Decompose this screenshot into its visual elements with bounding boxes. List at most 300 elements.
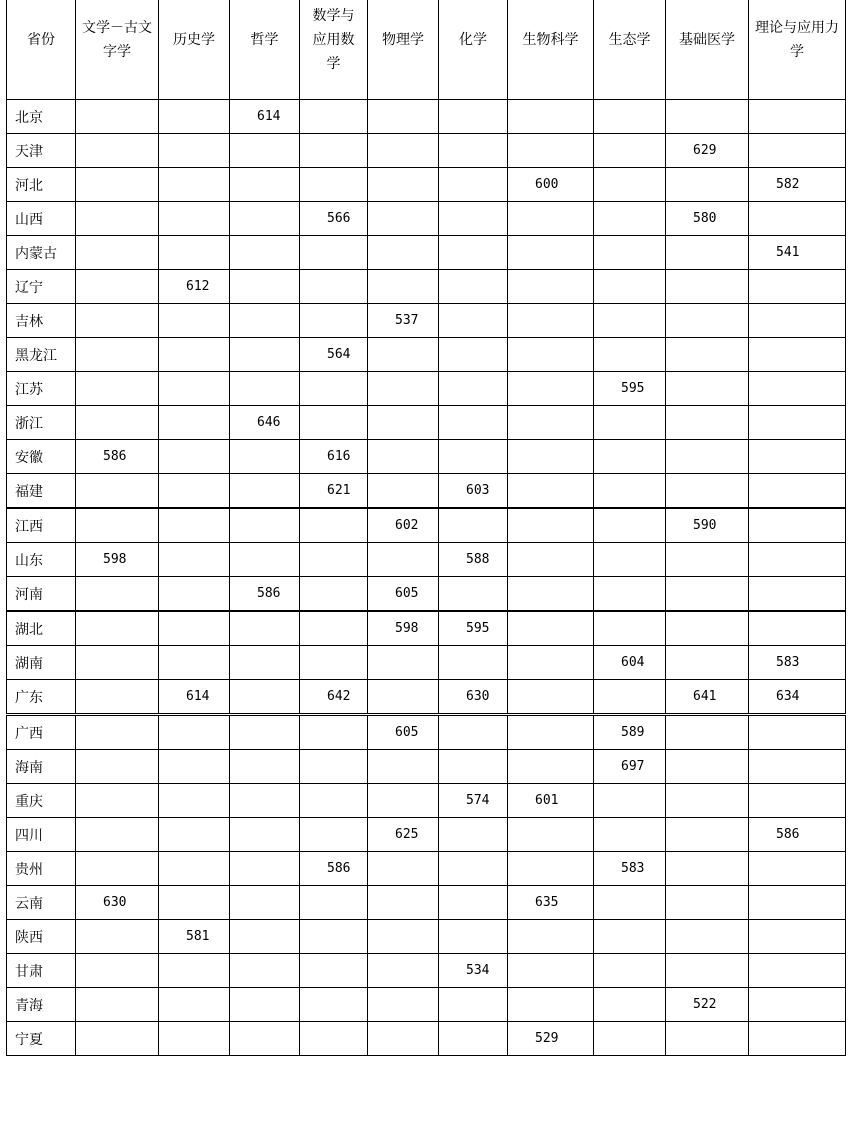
score-cell — [368, 168, 439, 202]
score-cell: 580 — [666, 202, 749, 236]
score-cell — [749, 508, 846, 543]
score-cell — [439, 202, 508, 236]
score-cell: 621 — [300, 474, 368, 509]
score-cell: 601 — [508, 784, 594, 818]
table-row — [7, 818, 846, 852]
score-cell — [439, 818, 508, 852]
province-cell: 广西 — [7, 715, 76, 750]
score-cell: 537 — [368, 304, 439, 338]
score-cell: 634 — [749, 680, 846, 715]
table-body — [7, 100, 846, 1056]
header-cell: 化学 — [439, 0, 508, 100]
score-cell — [508, 715, 594, 750]
score-cell: 614 — [159, 680, 230, 715]
province-cell: 湖南 — [7, 646, 76, 680]
table-row — [7, 270, 846, 304]
score-cell: 625 — [368, 818, 439, 852]
score-cell — [666, 920, 749, 954]
header-cell: 物理学 — [368, 0, 439, 100]
score-cell — [594, 440, 666, 474]
score-cell — [300, 543, 368, 577]
score-cell — [749, 1022, 846, 1056]
score-cell — [666, 270, 749, 304]
score-cell — [439, 715, 508, 750]
score-cell — [76, 852, 159, 886]
score-cell — [76, 100, 159, 134]
score-cell: 586 — [300, 852, 368, 886]
score-cell — [508, 406, 594, 440]
province-cell: 甘肃 — [7, 954, 76, 988]
score-cell — [76, 236, 159, 270]
table-row — [7, 236, 846, 270]
score-cell — [666, 852, 749, 886]
score-cell — [76, 750, 159, 784]
score-cell — [508, 236, 594, 270]
province-cell: 湖北 — [7, 611, 76, 646]
score-cell — [749, 304, 846, 338]
score-cell — [666, 406, 749, 440]
score-cell — [300, 646, 368, 680]
score-cell — [368, 474, 439, 509]
score-cell — [508, 270, 594, 304]
score-cell — [749, 134, 846, 168]
score-cell — [368, 406, 439, 440]
province-cell: 河南 — [7, 577, 76, 612]
score-cell: 586 — [230, 577, 300, 612]
score-cell — [439, 134, 508, 168]
score-cell: 635 — [508, 886, 594, 920]
score-cell — [666, 1022, 749, 1056]
score-cell — [159, 236, 230, 270]
score-cell — [508, 100, 594, 134]
score-cell — [230, 954, 300, 988]
score-cell — [594, 680, 666, 715]
score-cell — [666, 372, 749, 406]
score-cell — [666, 611, 749, 646]
score-cell — [508, 474, 594, 509]
score-cell — [666, 304, 749, 338]
score-cell — [76, 474, 159, 509]
score-cell — [508, 508, 594, 543]
score-cell — [76, 338, 159, 372]
score-cell: 583 — [749, 646, 846, 680]
score-cell — [666, 715, 749, 750]
score-cell: 586 — [76, 440, 159, 474]
score-cell — [300, 236, 368, 270]
score-cell — [230, 1022, 300, 1056]
province-cell: 黑龙江 — [7, 338, 76, 372]
province-cell: 青海 — [7, 988, 76, 1022]
score-cell — [230, 270, 300, 304]
score-cell: 604 — [594, 646, 666, 680]
table-row — [7, 852, 846, 886]
score-cell: 697 — [594, 750, 666, 784]
score-cell — [159, 715, 230, 750]
table-row — [7, 954, 846, 988]
score-cell — [439, 646, 508, 680]
score-cell — [159, 577, 230, 612]
score-cell — [368, 372, 439, 406]
score-cell — [594, 168, 666, 202]
province-cell: 山西 — [7, 202, 76, 236]
score-cell — [666, 474, 749, 509]
score-cell — [439, 440, 508, 474]
score-cell — [508, 611, 594, 646]
header-cell: 省份 — [7, 0, 76, 100]
score-cell: 582 — [749, 168, 846, 202]
score-cell — [508, 680, 594, 715]
score-cell — [300, 920, 368, 954]
table-row — [7, 715, 846, 750]
score-cell — [749, 372, 846, 406]
header-cell: 理论与应用力学 — [749, 0, 846, 100]
score-cell — [368, 1022, 439, 1056]
score-cell — [368, 236, 439, 270]
score-cell — [300, 750, 368, 784]
score-cell — [368, 646, 439, 680]
score-cell — [159, 440, 230, 474]
score-cell: 605 — [368, 715, 439, 750]
table-row — [7, 611, 846, 646]
score-cell — [300, 304, 368, 338]
score-cell — [300, 372, 368, 406]
score-cell — [666, 784, 749, 818]
score-cell — [666, 886, 749, 920]
province-cell: 四川 — [7, 818, 76, 852]
score-cell — [159, 372, 230, 406]
score-cell — [749, 577, 846, 612]
table-row — [7, 338, 846, 372]
score-cell — [300, 818, 368, 852]
score-cell — [594, 611, 666, 646]
score-cell — [230, 750, 300, 784]
score-cell — [159, 818, 230, 852]
score-cell — [439, 920, 508, 954]
score-cell — [594, 338, 666, 372]
score-cell — [300, 270, 368, 304]
score-cell — [508, 304, 594, 338]
table-row — [7, 543, 846, 577]
score-cell: 566 — [300, 202, 368, 236]
score-cell — [749, 338, 846, 372]
table-row — [7, 440, 846, 474]
score-cell — [749, 954, 846, 988]
score-table-sheet — [6, 0, 845, 1056]
score-cell — [749, 474, 846, 509]
province-cell: 河北 — [7, 168, 76, 202]
score-cell — [159, 406, 230, 440]
score-cell: 598 — [368, 611, 439, 646]
score-cell — [230, 784, 300, 818]
score-cell — [230, 646, 300, 680]
score-cell — [749, 750, 846, 784]
score-cell — [368, 784, 439, 818]
score-cell — [594, 270, 666, 304]
score-cell — [594, 954, 666, 988]
score-cell — [300, 168, 368, 202]
score-cell — [368, 920, 439, 954]
score-cell — [439, 1022, 508, 1056]
score-cell — [594, 577, 666, 612]
score-cell — [300, 954, 368, 988]
score-cell — [76, 1022, 159, 1056]
score-cell — [230, 988, 300, 1022]
score-cell — [76, 920, 159, 954]
score-cell: 630 — [76, 886, 159, 920]
score-cell — [76, 715, 159, 750]
score-cell — [230, 372, 300, 406]
province-cell: 北京 — [7, 100, 76, 134]
province-cell: 天津 — [7, 134, 76, 168]
score-cell — [508, 338, 594, 372]
score-cell — [439, 236, 508, 270]
score-cell — [749, 715, 846, 750]
score-cell: 616 — [300, 440, 368, 474]
province-cell: 广东 — [7, 680, 76, 715]
score-cell — [508, 750, 594, 784]
score-cell — [508, 372, 594, 406]
table-row — [7, 304, 846, 338]
score-cell — [749, 270, 846, 304]
score-cell: 534 — [439, 954, 508, 988]
score-cell — [76, 577, 159, 612]
score-cell — [230, 474, 300, 509]
score-cell — [666, 236, 749, 270]
score-cell — [159, 1022, 230, 1056]
score-cell — [368, 100, 439, 134]
header-row — [7, 0, 846, 100]
score-cell — [230, 818, 300, 852]
score-cell — [230, 508, 300, 543]
score-cell — [594, 818, 666, 852]
score-cell — [230, 168, 300, 202]
score-cell — [439, 852, 508, 886]
score-cell — [230, 680, 300, 715]
score-cell — [666, 954, 749, 988]
table-row — [7, 920, 846, 954]
province-cell: 内蒙古 — [7, 236, 76, 270]
score-cell — [368, 988, 439, 1022]
score-cell — [76, 134, 159, 168]
score-cell — [300, 715, 368, 750]
score-cell — [159, 988, 230, 1022]
score-cell — [230, 886, 300, 920]
score-cell — [159, 304, 230, 338]
score-cell — [508, 852, 594, 886]
score-cell: 630 — [439, 680, 508, 715]
header-cell: 文学－古文字学 — [76, 0, 159, 100]
score-cell — [749, 406, 846, 440]
score-cell — [230, 715, 300, 750]
score-cell: 581 — [159, 920, 230, 954]
score-cell — [439, 750, 508, 784]
score-cell — [439, 100, 508, 134]
score-cell — [300, 577, 368, 612]
score-cell — [230, 304, 300, 338]
score-cell — [300, 100, 368, 134]
score-cell: 612 — [159, 270, 230, 304]
table-row — [7, 168, 846, 202]
table-row — [7, 202, 846, 236]
province-cell: 宁夏 — [7, 1022, 76, 1056]
score-cell — [76, 304, 159, 338]
score-cell — [749, 202, 846, 236]
score-cell — [368, 680, 439, 715]
score-cell: 603 — [439, 474, 508, 509]
score-cell — [439, 988, 508, 1022]
table-row — [7, 1022, 846, 1056]
score-cell: 646 — [230, 406, 300, 440]
score-cell: 589 — [594, 715, 666, 750]
score-cell — [594, 406, 666, 440]
score-cell — [230, 338, 300, 372]
score-cell — [439, 304, 508, 338]
header-cell: 数学与应用数学 — [300, 0, 368, 100]
score-cell — [230, 440, 300, 474]
score-cell — [76, 680, 159, 715]
score-cell — [76, 784, 159, 818]
score-cell — [666, 168, 749, 202]
score-cell — [594, 920, 666, 954]
score-cell: 541 — [749, 236, 846, 270]
score-cell — [749, 920, 846, 954]
score-cell — [368, 543, 439, 577]
score-table — [6, 0, 846, 1056]
score-cell — [300, 784, 368, 818]
table-row — [7, 750, 846, 784]
score-cell — [439, 406, 508, 440]
score-cell — [508, 646, 594, 680]
header-cell: 生物科学 — [508, 0, 594, 100]
score-cell — [76, 611, 159, 646]
score-cell — [300, 134, 368, 168]
score-cell — [230, 543, 300, 577]
score-cell — [439, 338, 508, 372]
score-cell — [666, 818, 749, 852]
province-cell: 陕西 — [7, 920, 76, 954]
score-cell — [368, 202, 439, 236]
score-cell — [666, 100, 749, 134]
province-cell: 吉林 — [7, 304, 76, 338]
table-row — [7, 372, 846, 406]
score-cell — [666, 440, 749, 474]
score-cell — [594, 236, 666, 270]
province-cell: 云南 — [7, 886, 76, 920]
province-cell: 山东 — [7, 543, 76, 577]
score-cell — [230, 611, 300, 646]
score-cell — [439, 270, 508, 304]
score-cell — [159, 954, 230, 988]
score-cell — [594, 134, 666, 168]
score-cell — [749, 611, 846, 646]
score-cell — [666, 750, 749, 784]
score-cell — [439, 372, 508, 406]
province-cell: 海南 — [7, 750, 76, 784]
score-cell — [368, 886, 439, 920]
score-cell — [368, 270, 439, 304]
score-cell — [368, 954, 439, 988]
header-cell: 哲学 — [230, 0, 300, 100]
score-cell — [76, 270, 159, 304]
score-cell: 595 — [439, 611, 508, 646]
score-cell — [300, 406, 368, 440]
score-cell — [508, 440, 594, 474]
score-cell — [749, 988, 846, 1022]
score-cell — [76, 202, 159, 236]
table-row — [7, 886, 846, 920]
score-cell: 600 — [508, 168, 594, 202]
score-cell — [749, 543, 846, 577]
table-row — [7, 646, 846, 680]
score-cell — [159, 474, 230, 509]
score-cell — [508, 543, 594, 577]
score-cell — [159, 784, 230, 818]
score-cell: 529 — [508, 1022, 594, 1056]
table-row — [7, 784, 846, 818]
score-cell — [159, 508, 230, 543]
table-row — [7, 100, 846, 134]
table-row — [7, 134, 846, 168]
score-cell — [508, 988, 594, 1022]
score-cell — [159, 852, 230, 886]
province-cell: 重庆 — [7, 784, 76, 818]
province-cell: 辽宁 — [7, 270, 76, 304]
table-row — [7, 474, 846, 509]
score-cell — [594, 886, 666, 920]
score-cell — [76, 372, 159, 406]
score-cell — [666, 338, 749, 372]
province-cell: 江西 — [7, 508, 76, 543]
score-cell — [508, 202, 594, 236]
score-cell — [159, 646, 230, 680]
score-cell — [159, 100, 230, 134]
score-cell: 629 — [666, 134, 749, 168]
header-cell: 历史学 — [159, 0, 230, 100]
score-cell — [439, 886, 508, 920]
score-cell: 583 — [594, 852, 666, 886]
score-cell — [159, 611, 230, 646]
score-cell — [594, 304, 666, 338]
score-cell: 602 — [368, 508, 439, 543]
score-cell: 595 — [594, 372, 666, 406]
header-cell: 生态学 — [594, 0, 666, 100]
score-cell — [76, 646, 159, 680]
province-cell: 江苏 — [7, 372, 76, 406]
score-cell — [666, 543, 749, 577]
score-cell — [749, 784, 846, 818]
score-cell — [159, 750, 230, 784]
score-cell: 642 — [300, 680, 368, 715]
province-cell: 安徽 — [7, 440, 76, 474]
score-cell — [368, 338, 439, 372]
score-cell — [749, 852, 846, 886]
table-row — [7, 508, 846, 543]
score-cell — [368, 134, 439, 168]
score-cell: 522 — [666, 988, 749, 1022]
score-cell — [368, 852, 439, 886]
score-cell — [159, 202, 230, 236]
score-cell — [594, 784, 666, 818]
score-cell — [230, 852, 300, 886]
province-cell: 浙江 — [7, 406, 76, 440]
score-cell — [159, 134, 230, 168]
score-cell — [439, 168, 508, 202]
score-cell — [594, 474, 666, 509]
score-cell — [300, 886, 368, 920]
province-cell: 福建 — [7, 474, 76, 509]
score-cell — [508, 577, 594, 612]
header-cell: 基础医学 — [666, 0, 749, 100]
